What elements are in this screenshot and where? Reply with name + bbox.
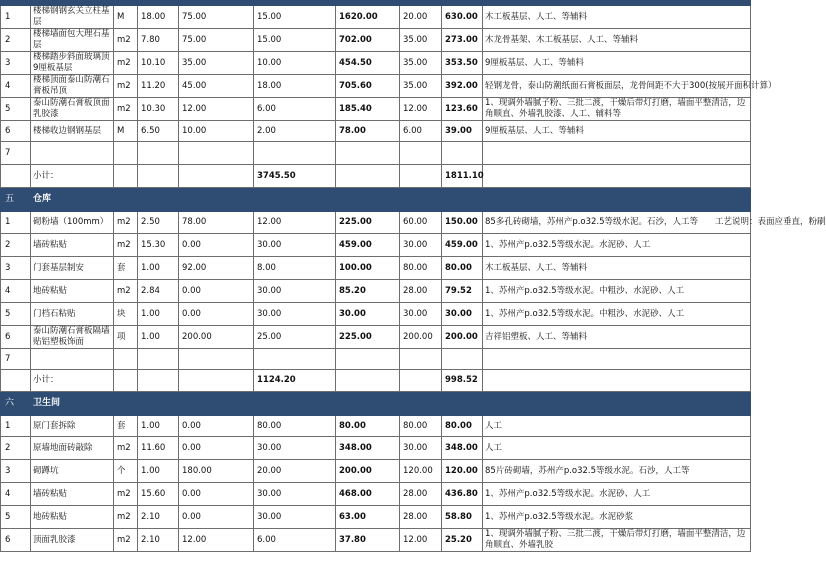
item-description: 9厘板基层、人工、等辅料 [483,121,751,142]
item-quantity: 10.10 [138,52,179,75]
labor-price: 15.00 [254,6,336,29]
row-index: 5 [1,506,31,529]
labor-unit-price: 35.00 [400,29,442,52]
labor-amount: 25.20 [442,529,483,552]
material-price: 0.00 [179,437,254,460]
labor-unit-price: 120.00 [400,460,442,483]
table-row [1,280,751,303]
material-amount [336,349,400,370]
labor-amount: 80.00 [442,257,483,280]
labor-price: 20.00 [254,460,336,483]
subtotal-labor-amount: 998.52 [442,370,483,392]
material-amount: 468.00 [336,483,400,506]
item-quantity: 2.10 [138,529,179,552]
item-quantity: 1.00 [138,257,179,280]
material-price: 10.00 [179,121,254,142]
item-unit: 块 [114,303,138,326]
material-price: 75.00 [179,6,254,29]
labor-price: 6.00 [254,98,336,121]
material-amount: 100.00 [336,257,400,280]
labor-unit-price: 60.00 [400,212,442,234]
item-name: 泰山防潮石膏板隔墙贴铝塑板饰面 [31,326,114,349]
row-index: 3 [1,257,31,280]
item-name: 砌蹲坑 [31,460,114,483]
item-description: 1、苏州产p.o32.5等级水泥。中粗沙、水泥砂、人工 [483,280,751,303]
material-price: 0.00 [179,416,254,437]
item-unit: m2 [114,483,138,506]
item-description: 9厘板基层、人工、等辅料 [483,52,751,75]
item-quantity: 11.60 [138,437,179,460]
item-description: 85多孔砖砌墙，苏州产p.o32.5等级水泥。石沙，人工等 工艺说明：表面应垂直，粉刷 [483,212,751,234]
subtotal-unit-cell [114,370,138,392]
item-name: 门档石粘贴 [31,303,114,326]
item-name: 地砖粘贴 [31,280,114,303]
table-row [1,6,751,29]
labor-price: 15.00 [254,29,336,52]
item-quantity: 18.00 [138,6,179,29]
material-price: 0.00 [179,483,254,506]
row-index: 7 [1,349,31,370]
item-unit: 套 [114,257,138,280]
material-amount: 702.00 [336,29,400,52]
labor-unit-price: 28.00 [400,483,442,506]
subtotal-index-cell [1,165,31,188]
material-price: 78.00 [179,212,254,234]
labor-price: 80.00 [254,416,336,437]
row-index: 6 [1,529,31,552]
material-price: 0.00 [179,506,254,529]
item-description: 1、苏州产p.o32.5等级水泥。中粗沙、水泥砂、人工 [483,303,751,326]
row-index: 1 [1,212,31,234]
labor-amount: 200.00 [442,326,483,349]
labor-unit-price: 6.00 [400,121,442,142]
labor-amount: 30.00 [442,303,483,326]
labor-price: 30.00 [254,280,336,303]
labor-unit-price: 30.00 [400,234,442,257]
item-description: 1、苏州产p.o32.5等级水泥。水泥砂、人工 [483,234,751,257]
material-amount: 459.00 [336,234,400,257]
labor-unit-price: 30.00 [400,303,442,326]
labor-amount: 459.00 [442,234,483,257]
item-description: 轻钢龙骨，泰山防潮纸面石膏板面层，龙骨间距不大于300(按展开面积计算） [483,75,751,98]
material-amount: 185.40 [336,98,400,121]
section-number: 五 [1,188,31,212]
labor-amount: 630.00 [442,6,483,29]
labor-amount: 392.00 [442,75,483,98]
subtotal-qty-cell [138,370,179,392]
item-quantity: 2.10 [138,506,179,529]
item-description: 1、现调外墙腻子粉、三批二渡，干燥后带灯打磨，墙面平整清洁，边角顺直、外墙乳胶 [483,529,751,552]
item-quantity: 15.30 [138,234,179,257]
material-amount: 705.60 [336,75,400,98]
material-amount: 454.50 [336,52,400,75]
table-row [1,506,751,529]
row-index: 2 [1,437,31,460]
row-index: 4 [1,280,31,303]
labor-amount: 120.00 [442,460,483,483]
row-index: 3 [1,460,31,483]
item-quantity: 2.50 [138,212,179,234]
item-unit: 个 [114,460,138,483]
labor-unit-price: 12.00 [400,529,442,552]
item-description: 吉祥铝塑板、人工、等辅料 [483,326,751,349]
item-description [483,349,751,370]
item-unit: m2 [114,52,138,75]
item-quantity: 10.30 [138,98,179,121]
material-amount: 200.00 [336,460,400,483]
labor-price [254,349,336,370]
labor-unit-price: 28.00 [400,280,442,303]
table-row [1,121,751,142]
item-name: 墙砖粘贴 [31,483,114,506]
quotation-table-body [1,1,826,552]
item-unit: m2 [114,506,138,529]
item-unit: m2 [114,234,138,257]
subtotal-labor-amount: 1811.10 [442,165,483,188]
table-row [1,29,751,52]
labor-unit-price: 12.00 [400,98,442,121]
labor-price: 2.00 [254,121,336,142]
item-description: 1、苏州产p.o32.5等级水泥。水泥砂浆 [483,506,751,529]
item-quantity [138,142,179,165]
material-amount: 63.00 [336,506,400,529]
item-name [31,349,114,370]
labor-unit-price: 30.00 [400,437,442,460]
item-unit [114,349,138,370]
row-index: 6 [1,121,31,142]
labor-amount: 273.00 [442,29,483,52]
item-unit: m2 [114,280,138,303]
item-name: 楼梯收边钢钢基层 [31,121,114,142]
row-index: 2 [1,234,31,257]
material-amount: 78.00 [336,121,400,142]
labor-unit-price: 20.00 [400,6,442,29]
material-amount: 80.00 [336,416,400,437]
item-unit: m2 [114,212,138,234]
item-description: 1、苏州产p.o32.5等级水泥。水泥砂、人工 [483,483,751,506]
material-price: 200.00 [179,326,254,349]
row-index: 6 [1,326,31,349]
item-quantity [138,349,179,370]
material-price: 12.00 [179,529,254,552]
subtotal-price5-cell [400,165,442,188]
table-row [1,52,751,75]
item-quantity: 1.00 [138,460,179,483]
material-amount: 37.80 [336,529,400,552]
subtotal-price4-cell [336,370,400,392]
row-index: 2 [1,29,31,52]
item-unit: m2 [114,75,138,98]
item-name: 砌粉墙（100mm） [31,212,114,234]
labor-price: 12.00 [254,212,336,234]
item-description: 1、现调外墙腻子粉、三批二渡，干燥后带灯打磨，墙面平整清洁，边角顺直、外墙乳胶漆、人工、辅料等 [483,98,751,121]
material-amount: 30.00 [336,303,400,326]
table-row [1,212,751,234]
item-quantity: 1.00 [138,416,179,437]
item-description [483,142,751,165]
subtotal-index-cell [1,370,31,392]
row-index: 7 [1,142,31,165]
labor-unit-price [400,142,442,165]
item-name [31,142,114,165]
material-amount: 225.00 [336,212,400,234]
item-unit: M [114,121,138,142]
labor-price: 10.00 [254,52,336,75]
material-amount [336,142,400,165]
subtotal-qty-cell [138,165,179,188]
table-row [1,349,751,370]
subtotal-desc-cell [483,370,751,392]
table-row [1,437,751,460]
subtotal-unit-cell [114,165,138,188]
table-row [1,142,751,165]
labor-unit-price: 35.00 [400,52,442,75]
labor-price: 6.00 [254,529,336,552]
row-index: 1 [1,6,31,29]
item-description: 木工板基层、人工、等辅料 [483,6,751,29]
labor-unit-price: 28.00 [400,506,442,529]
item-name: 楼梯墙面包大理石基层 [31,29,114,52]
labor-price: 30.00 [254,234,336,257]
item-unit: m2 [114,437,138,460]
labor-price: 8.00 [254,257,336,280]
subtotal-label: 小计： [31,165,114,188]
material-price: 45.00 [179,75,254,98]
material-price: 75.00 [179,29,254,52]
subtotal-row [1,370,751,392]
material-amount: 1620.00 [336,6,400,29]
labor-unit-price [400,349,442,370]
subtotal-price1-cell [179,165,254,188]
subtotal-price1-cell [179,370,254,392]
table-row [1,460,751,483]
item-quantity: 6.50 [138,121,179,142]
labor-amount: 58.80 [442,506,483,529]
section-number: 六 [1,392,31,416]
labor-amount [442,142,483,165]
labor-amount: 79.52 [442,280,483,303]
item-name: 原门套拆除 [31,416,114,437]
item-unit [114,142,138,165]
material-amount: 225.00 [336,326,400,349]
labor-amount: 80.00 [442,416,483,437]
material-amount: 85.20 [336,280,400,303]
material-price: 180.00 [179,460,254,483]
row-index: 3 [1,52,31,75]
labor-unit-price: 80.00 [400,257,442,280]
material-price: 0.00 [179,280,254,303]
subtotal-amount: 1124.20 [254,370,336,392]
material-price: 12.00 [179,98,254,121]
table-row [1,257,751,280]
labor-price: 30.00 [254,483,336,506]
row-index: 4 [1,75,31,98]
subtotal-price4-cell [336,165,400,188]
material-price: 0.00 [179,234,254,257]
subtotal-price5-cell [400,370,442,392]
item-description: 人工 [483,416,751,437]
item-name: 地砖粘贴 [31,506,114,529]
labor-amount: 123.60 [442,98,483,121]
item-description: 人工 [483,437,751,460]
labor-amount: 348.00 [442,437,483,460]
item-unit: m2 [114,529,138,552]
table-row [1,529,751,552]
labor-amount: 39.00 [442,121,483,142]
item-name: 楼梯钢钢玄关立柱基层 [31,6,114,29]
labor-amount: 436.80 [442,483,483,506]
section-title: 仓库 [31,188,751,212]
row-index: 5 [1,303,31,326]
table-row [1,416,751,437]
row-index: 4 [1,483,31,506]
row-index: 1 [1,416,31,437]
section-header [1,188,751,212]
item-quantity: 7.80 [138,29,179,52]
item-description: 木龙骨基架、木工板基层、人工、等辅料 [483,29,751,52]
row-index: 5 [1,98,31,121]
subtotal-amount: 3745.50 [254,165,336,188]
labor-price: 18.00 [254,75,336,98]
labor-unit-price: 80.00 [400,416,442,437]
labor-price: 30.00 [254,506,336,529]
material-price [179,142,254,165]
item-description: 85片砖砌墙，苏州产p.o32.5等级水泥。石沙，人工等 [483,460,751,483]
item-name: 墙砖粘贴 [31,234,114,257]
labor-amount: 150.00 [442,212,483,234]
labor-price: 25.00 [254,326,336,349]
item-quantity: 11.20 [138,75,179,98]
item-quantity: 2.84 [138,280,179,303]
material-price: 92.00 [179,257,254,280]
labor-price [254,142,336,165]
item-name: 泰山防潮石膏板顶面乳胶漆 [31,98,114,121]
item-name: 顶面乳胶漆 [31,529,114,552]
item-name: 原墙地面砖敲除 [31,437,114,460]
section-header [1,392,751,416]
item-unit: m2 [114,98,138,121]
item-name: 楼梯踏步斜面玻璃顶9厘板基层 [31,52,114,75]
material-price [179,349,254,370]
labor-price: 30.00 [254,303,336,326]
subtotal-label: 小计： [31,370,114,392]
material-price: 0.00 [179,303,254,326]
item-quantity: 15.60 [138,483,179,506]
item-description: 木工板基层、人工、等辅料 [483,257,751,280]
table-row [1,234,751,257]
item-unit: 套 [114,416,138,437]
labor-amount: 353.50 [442,52,483,75]
item-unit: M [114,6,138,29]
section-title: 卫生间 [31,392,751,416]
labor-unit-price: 200.00 [400,326,442,349]
material-amount: 348.00 [336,437,400,460]
table-row [1,75,751,98]
table-row [1,326,751,349]
item-unit: 项 [114,326,138,349]
table-row [1,303,751,326]
item-name: 门套基层制安 [31,257,114,280]
labor-price: 30.00 [254,437,336,460]
table-row [1,483,751,506]
labor-unit-price: 35.00 [400,75,442,98]
item-quantity: 1.00 [138,303,179,326]
item-quantity: 1.00 [138,326,179,349]
subtotal-row [1,165,751,188]
subtotal-desc-cell [483,165,751,188]
material-price: 35.00 [179,52,254,75]
table-row [1,98,751,121]
labor-amount [442,349,483,370]
item-name: 楼梯顶面泰山防潮石膏板吊顶 [31,75,114,98]
item-unit: m2 [114,29,138,52]
